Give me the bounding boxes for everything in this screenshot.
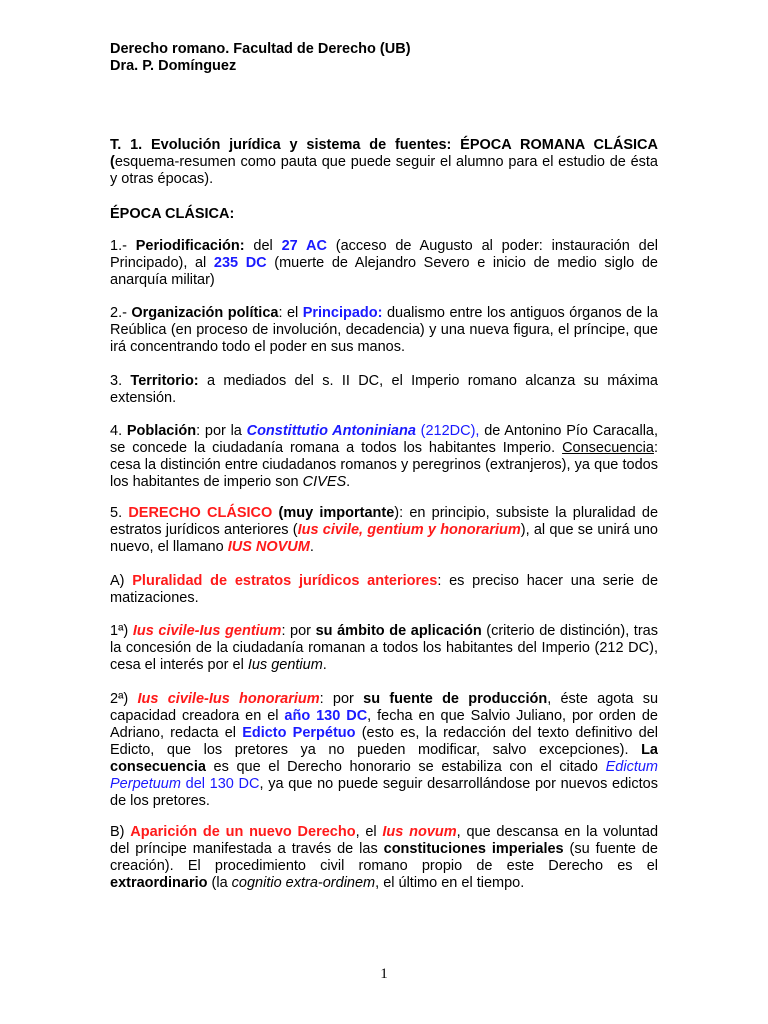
header-course: Derecho romano. Facultad de Derecho (UB) <box>110 41 411 57</box>
term-civile-gentium: Ius civile-Ius gentium <box>132 623 282 639</box>
label-consecuencia: Consecuencia <box>562 440 654 456</box>
date-27ac: 27 AC <box>281 238 327 254</box>
term-strata: Ius civile, gentium y honorarium <box>297 522 521 538</box>
term-edicto-perpetuo: Edicto Perpétuo <box>242 725 356 741</box>
title-derecho-clasico: DERECHO CLÁSICO <box>128 505 273 521</box>
paragraph-a1: 1ª) Ius civile-Ius gentium: por su ámbito de aplicación (criterio de distinción), tras la concesión de la ciudadanía romanan a todos los habitantes del Imperio (212 DC), cesa el interés por el Ius gentium. <box>110 623 658 673</box>
intro-paragraph: T. 1. Evolución jurídica y sistema de fuentes: ÉPOCA ROMANA CLÁSICA (esquema-resumen como pauta que puede seguir el alumno para el estudio de ésta y otras épocas). <box>110 137 658 187</box>
term-principado: Principado: <box>302 305 383 321</box>
date-212dc: (212DC), <box>415 423 480 439</box>
paragraph-1: 1.- Periodificación: del 27 AC (acceso de Augusto al poder: instauración del Principado), al 235 DC (muerte de Alejandro Severo e inicio de medio siglo de anarquía militar) <box>110 238 658 288</box>
paragraph-4: 4. Población: por la Constittutio Antoniniana (212DC), de Antonino Pío Caracalla, se concede la ciudadanía romana a todos los habitantes Imperio. Consecuencia: cesa la distinción entre ciudadanos romanos y peregrinos (extranjeros), ya que todos los habitantes de imperio son CIVES. <box>110 423 659 490</box>
label-poblacion: Población <box>126 423 197 439</box>
paragraph-3: 3. Territorio: a mediados del s. II DC, el Imperio romano alcanza su máxima extensión. <box>110 373 658 406</box>
date-235dc: 235 DC <box>213 255 267 271</box>
label-organizacion: Organización política <box>131 305 279 321</box>
term-civile-honorarium: Ius civile-Ius honorarium <box>137 691 320 707</box>
intro-text: esquema-resumen como pauta que puede seguir el alumno para el estudio de ésta y otras épocas). <box>110 154 658 187</box>
label-territorio: Territorio: <box>130 373 199 389</box>
term-ius-novum-b: Ius novum <box>382 824 457 840</box>
header-author: Dra. P. Domínguez <box>110 58 237 74</box>
section-title: ÉPOCA CLÁSICA: <box>110 206 235 222</box>
term-ius-novum: IUS NOVUM <box>227 539 310 555</box>
paragraph-5: 5. DERECHO CLÁSICO (muy importante): en principio, subsiste la pluralidad de estratos jurídicos anteriores (Ius civile, gentium y honorarium), al que se unirá uno nuevo, el llamano IUS NOVUM. <box>110 505 659 555</box>
topic-title: T. 1. Evolución jurídica y sistema de fuentes: ÉPOCA ROMANA CLÁSICA <box>110 137 658 153</box>
paragraph-2: 2.- Organización política: el Principado: dualismo entre los antiguos órganos de la Reública (en proceso de involución, decadencia) y una nueva figura, el príncipe, que irá concentrando todo el poder en sus manos. <box>110 305 658 355</box>
page-number: 1 <box>380 966 388 982</box>
label-periodificacion: Periodificación: <box>135 238 245 254</box>
title-pluralidad: Pluralidad de estratos jurídicos anteriores <box>132 573 438 589</box>
term-cives: CIVES <box>302 474 347 490</box>
date-130dc: año 130 DC <box>284 708 368 724</box>
paragraph-a2: 2ª) Ius civile-Ius honorarium: por su fuente de producción, éste agota su capacidad creadora en el año 130 DC, fecha en que Salvio Juliano, por orden de Adriano, redacta el Edicto Perpétuo (esto es, la redacción del texto definitivo del Edicto, que los pretores ya no pueden modificar, salvo excepciones). La consecuencia es que el Derecho honorario se estabiliza con el citado Edictum Perpetuum del 130 DC, ya que no puede seguir desarrollándose por nuevos edictos de los pretores. <box>110 691 659 809</box>
paragraph-a: A) Pluralidad de estratos jurídicos anteriores: es preciso hacer una serie de matizaciones. <box>110 573 659 606</box>
term-constitutio: Constittutio Antoniniana <box>246 423 416 439</box>
title-nuevo-derecho: Aparición de un nuevo Derecho <box>130 824 356 840</box>
document-header <box>110 41 411 75</box>
paragraph-b: B) Aparición de un nuevo Derecho, el Ius novum, que descansa en la voluntad del príncipe manifestada a través de las constituciones imperiales (su fuente de creación). El procedimiento civil romano propio de este Derecho es el extraordinario (la cognitio extra-ordinem, el último en el tiempo. <box>110 824 659 891</box>
term-edictum-perpetuum: Edictum Perpetuum <box>110 759 658 792</box>
